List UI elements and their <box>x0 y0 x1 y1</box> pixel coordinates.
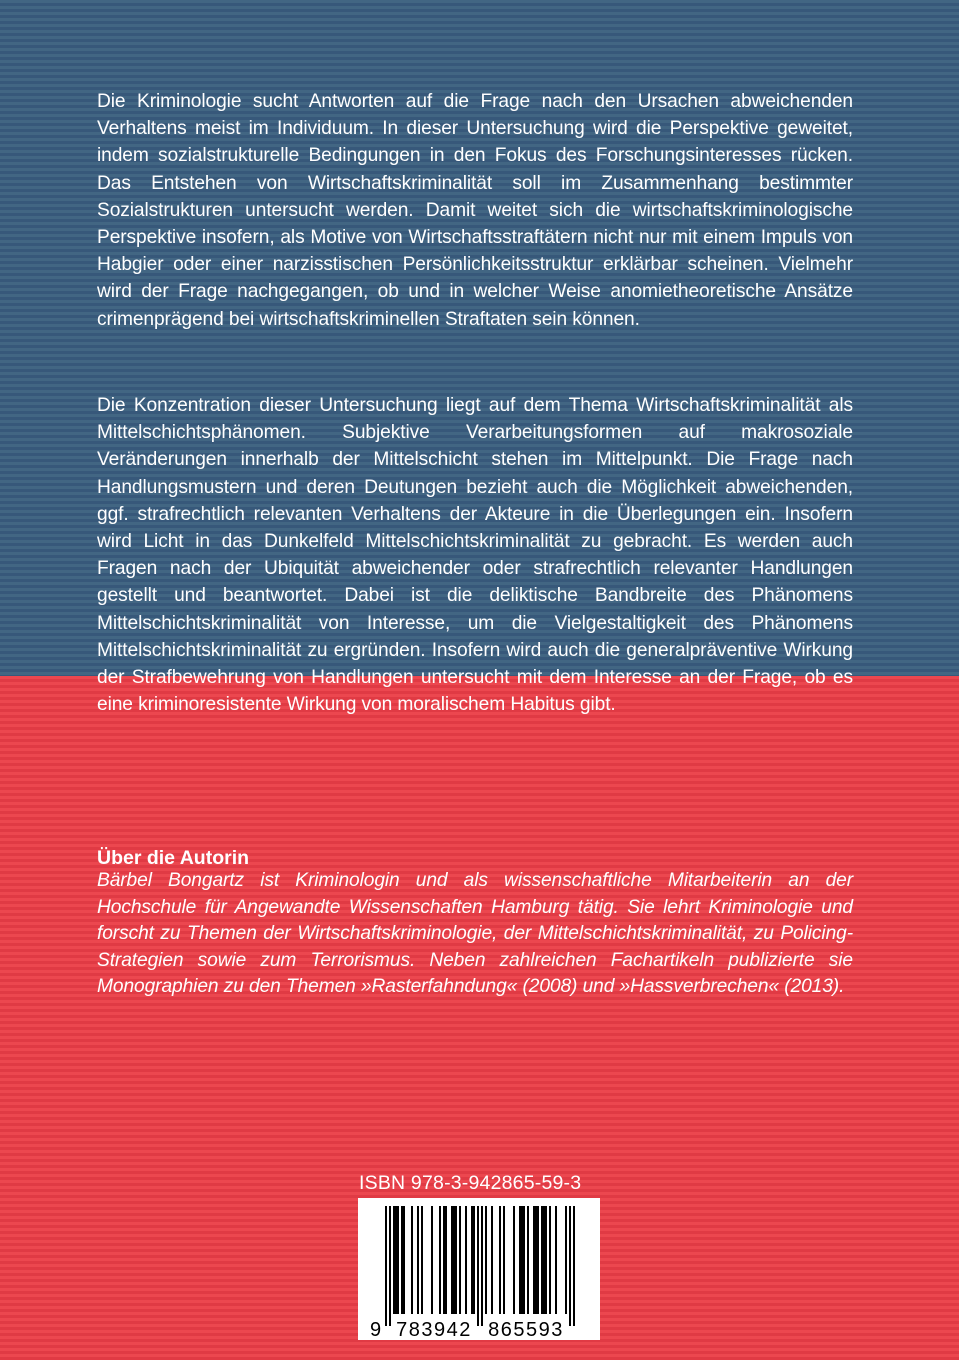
barcode-bar <box>401 1206 403 1314</box>
author-bio: Bärbel Bongartz ist Kriminologin und als wissenschaftliche Mitarbeiterin an der Hochschule für Angewandte Wissenschaften Hamburg tätig. Sie lehrt Kriminologie und forscht zu Themen der Wirtschaftskriminologie, der Mittelschichtskriminalität, zu Policing-Strategien sowie zum Terrorismus. Neben zahlreichen Fachartikeln publizierte sie Monographien zu den Themen »Rasterfahndung« (2008) und »Hassverbrechen« (2013). <box>97 870 853 998</box>
barcode-bar <box>417 1206 419 1314</box>
description-paragraph-1: Die Kriminologie sucht Antworten auf die Frage nach den Ursachen abweichenden Verhaltens meist im Individuum. In dieser Untersuchung wird die Perspektive geweitet, indem sozialstrukturelle Bedingungen in den Fokus des Forschungsinteresses rücken. Das Entstehen von Wirtschaftskriminalität soll im Zusammenhang bestimmter Sozialstrukturen untersucht werden. Damit weitet sich die wirtschaftskriminologische Perspektive insofern, als Motive von Wirtschaftsstraftätern nicht nur mit einem Impuls von Habgier oder einer narzisstischen Persönlichkeitsstruktur erklärbar scheinen. Vielmehr wird der Frage nachgegangen, ob und in welcher Weise anomietheoretische Ansätze crimenprägend bei wirtschaftskriminellen Straftaten sein können. <box>97 91 853 330</box>
barcode-bar <box>473 1206 475 1314</box>
barcode-bar <box>499 1206 501 1314</box>
barcode-bar <box>459 1206 461 1314</box>
barcode-bar <box>403 1206 405 1314</box>
barcode-bar <box>513 1206 515 1314</box>
barcode-bar <box>393 1206 395 1314</box>
barcode-bar <box>543 1206 545 1314</box>
author-heading: Über die Autorin <box>97 847 250 869</box>
barcode-bar <box>439 1206 441 1314</box>
barcode-bar <box>453 1206 455 1314</box>
barcode-bar <box>565 1206 567 1314</box>
isbn-label: ISBN 978-3-942865-59-3 <box>359 1172 582 1194</box>
barcode-bar <box>451 1206 453 1314</box>
barcode-bar <box>523 1206 525 1314</box>
barcode-guard-bar <box>569 1206 571 1326</box>
barcode-bar <box>431 1206 433 1314</box>
barcode-guard-bar <box>389 1206 391 1326</box>
description-paragraph-2: Die Konzentration dieser Untersuchung liegt auf dem Thema Wirtschaftskriminalität als Mittelschichtsphänomen. Subjektive Verarbeitungsformen auf makrosoziale Veränderungen innerhalb der Mittelschicht stehen im Mittelpunkt. Die Frage nach Handlungsmustern und deren Deutungen bezieht auch die Möglichkeit abweichenden, ggf. strafrechtlich relevanten Verhaltens der Akteure in die Überlegungen ein. Insofern wird Licht in das Dunkelfeld Mittelschichtskriminalität zu gebracht. Es werden auch Fragen nach der Ubiquität abweichender oder strafrechtlich relevanter Handlungen gestellt und beantwortet. Dabei ist die deliktische Bandbreite des Phänomens Mittelschichtskriminalität von Interesse, um die Vielgestaltigkeit des Phänomens Mittelschichtskriminalität zu ergründen. Insofern wird auch die generalpräventive Wirkung der Strafbewehrung von Handlungen untersucht mit dem Interesse an der Frage, ob es eine kriminoresistente Wirkung von moralischem Habitus gibt. <box>97 395 853 716</box>
barcode-bar <box>503 1206 505 1314</box>
barcode-bar <box>537 1206 539 1314</box>
barcode-bar <box>541 1206 543 1314</box>
barcode <box>358 1198 600 1340</box>
barcode-bar <box>555 1206 557 1314</box>
barcode-bar <box>471 1206 473 1314</box>
barcode-bar <box>521 1206 523 1314</box>
barcode-guard-bar <box>481 1206 483 1326</box>
barcode-bar <box>519 1206 521 1314</box>
barcode-bar <box>485 1206 487 1314</box>
barcode-bar <box>545 1206 547 1314</box>
barcode-bar <box>421 1206 423 1314</box>
barcode-bar <box>443 1206 445 1314</box>
barcode-bar <box>549 1206 551 1314</box>
barcode-bar <box>455 1206 457 1314</box>
barcode-bar <box>527 1206 529 1314</box>
barcode-bar <box>397 1206 399 1314</box>
barcode-bar <box>533 1206 535 1314</box>
barcode-guard-bar <box>477 1206 479 1326</box>
barcode-bar <box>535 1206 537 1314</box>
barcode-guard-bar <box>573 1206 575 1326</box>
barcode-bar <box>395 1206 397 1314</box>
barcode-graphic <box>358 1198 600 1340</box>
barcode-bar <box>491 1206 493 1314</box>
barcode-bars <box>385 1206 575 1326</box>
barcode-bar <box>411 1206 413 1314</box>
barcode-left-digits: 783942 <box>396 1319 472 1340</box>
barcode-right-digits: 865593 <box>488 1319 564 1340</box>
barcode-bar <box>445 1206 447 1314</box>
barcode-bar <box>465 1206 467 1314</box>
barcode-first-digit: 9 <box>370 1319 382 1340</box>
barcode-guard-bar <box>385 1206 387 1326</box>
